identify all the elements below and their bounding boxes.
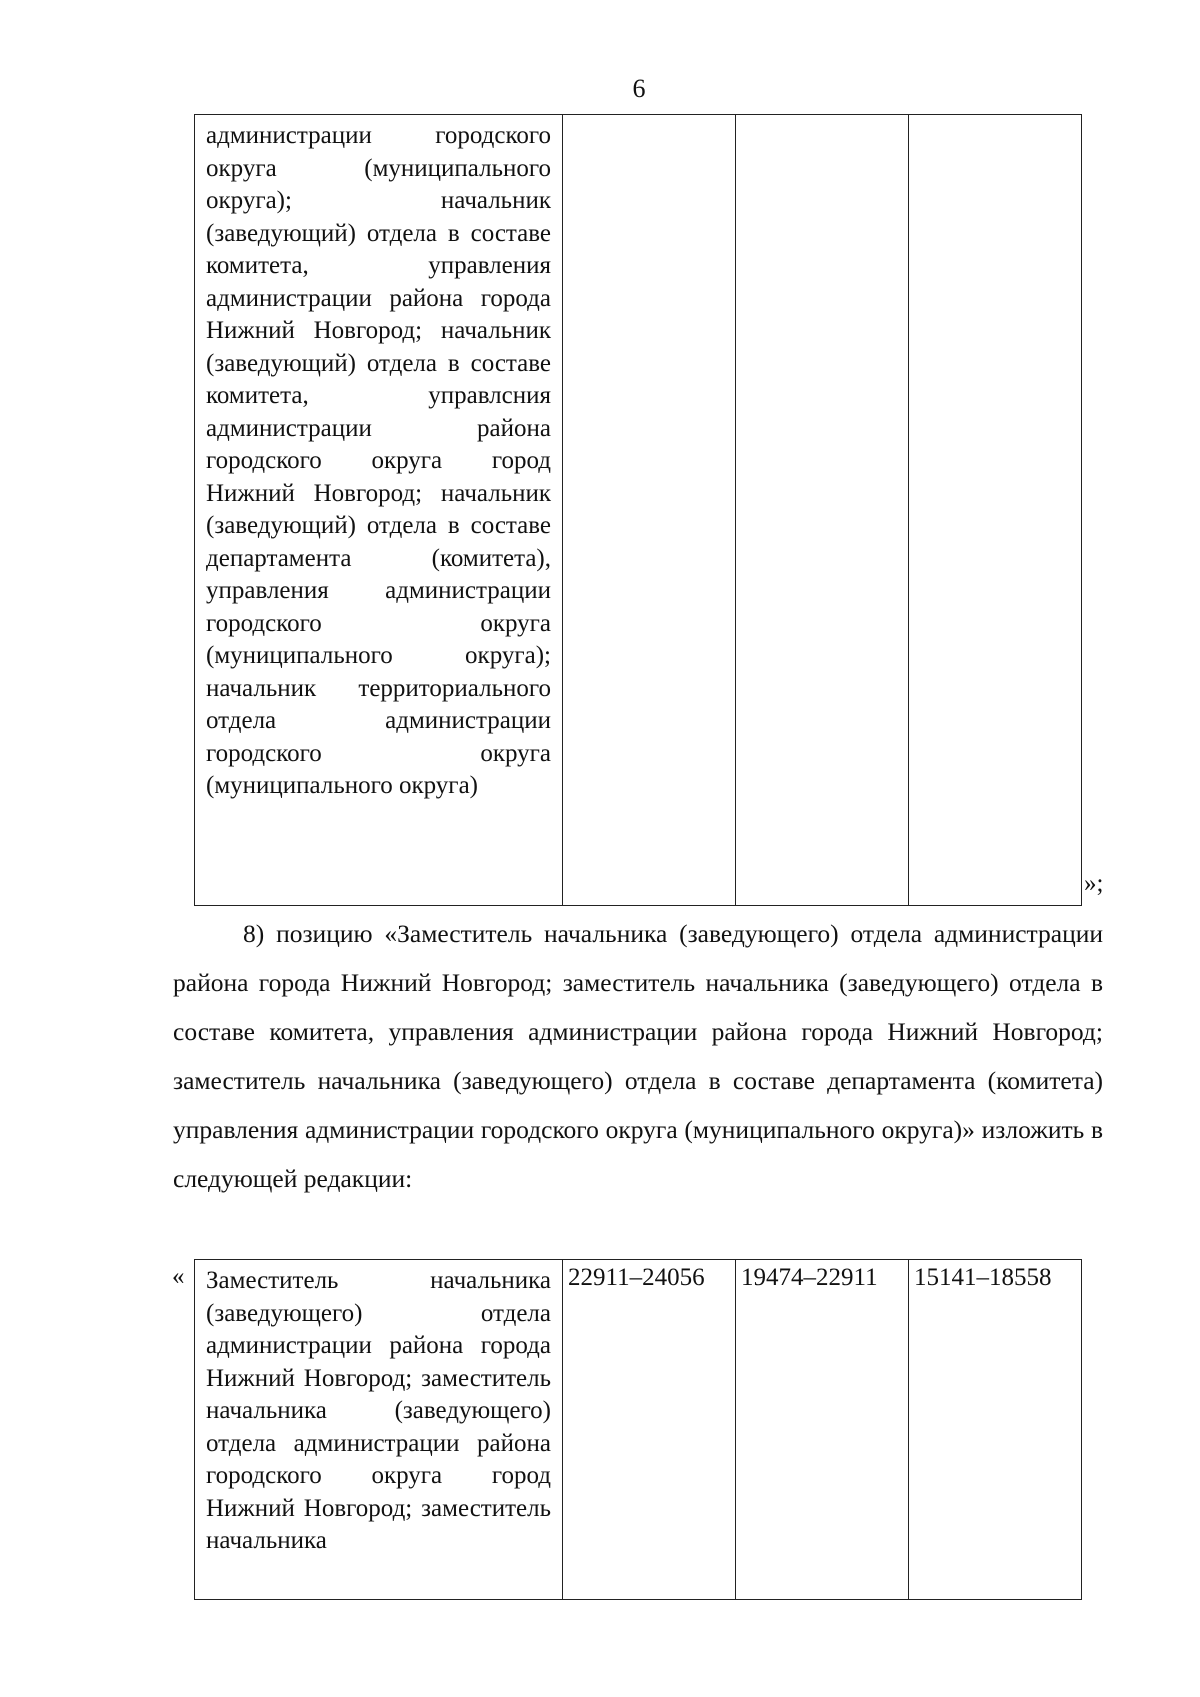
position-cell: Заместитель начальника (заведующего) отдела администрации района города Нижний Новгород; заместитель начальника (заведующего) отдела администрации района городского округа город Нижний Новгород; заместитель начальника (195, 1260, 563, 1600)
closing-quote-mark: »; (1084, 870, 1104, 897)
position-cell: администрации городского округа (муниципального округа); начальник (заведующий) отдела в составе комитета, управления администрации района города Нижний Новгород; начальник (заведующий) отдела в составе комитета, управлсния администрации района городского округа город Нижний Новгород; начальник (заведующий) отдела в составе департамента (комитета), управления администрации городского округа (муниципального округа); начальник территориального отдела администрации городского округа (муниципального округа) (195, 115, 563, 906)
amendment-paragraph (173, 909, 1103, 1203)
opening-quote-mark: « (172, 1263, 185, 1290)
salary-table-new (194, 1259, 1082, 1600)
table-row (195, 115, 1082, 906)
salary-cell (909, 115, 1082, 906)
paragraph-number: 8) (243, 919, 265, 948)
salary-cell: 22911–24056 (563, 1260, 736, 1600)
salary-cell: 19474–22911 (736, 1260, 909, 1600)
salary-cell (563, 115, 736, 906)
table-row (195, 1260, 1082, 1600)
salary-cell: 15141–18558 (909, 1260, 1082, 1600)
paragraph-text: позицию «Заместитель начальника (заведующего) отдела администрации района города Нижний Новгород; заместитель начальника (заведующего) отдела в составе комитета, управления администрации района города Нижний Новгород; заместитель начальника (заведующего) отдела в составе департамента (комитета) управления администрации городского округа (муниципального округа)» изложить в следующей редакции: (173, 919, 1104, 1193)
salary-cell (736, 115, 909, 906)
page-number: 6 (632, 74, 646, 103)
salary-table-continued (194, 114, 1082, 906)
